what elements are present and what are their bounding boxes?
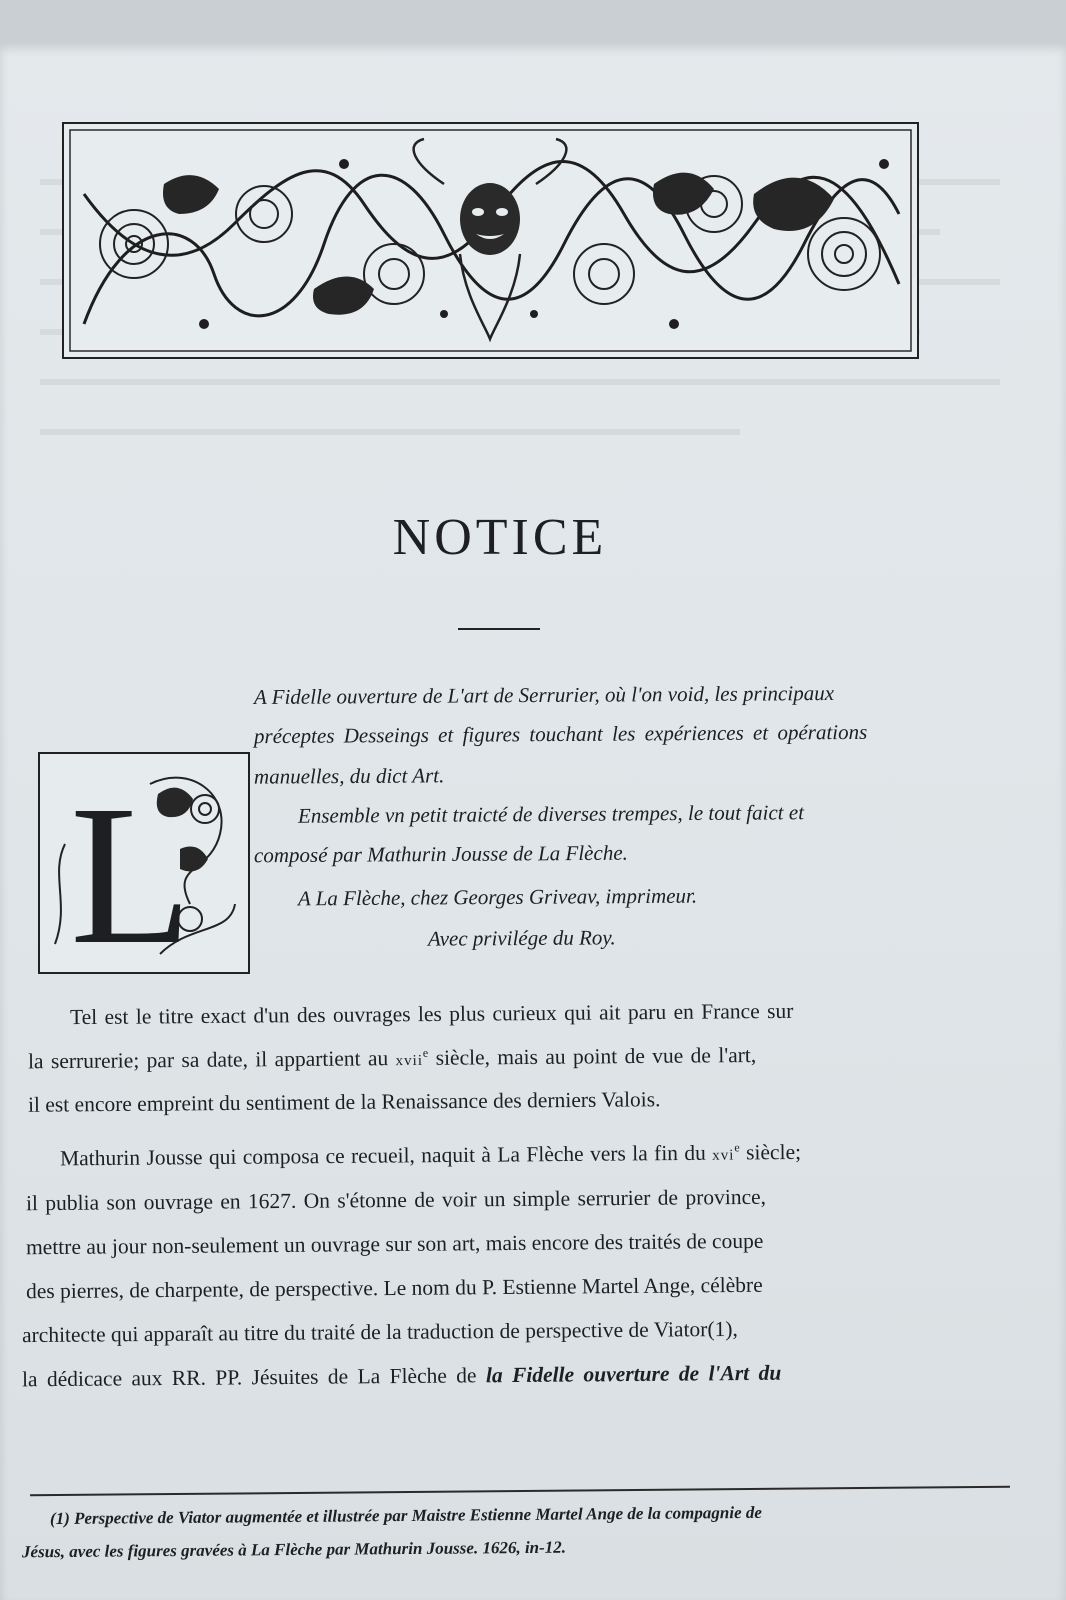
book-title-line: Ensemble vn petit traicté de diverses trempes, le tout faict et bbox=[297, 800, 805, 828]
decorated-initial-l bbox=[38, 752, 250, 974]
italic-book-title: la Fidelle ouverture de l'Art du bbox=[485, 1360, 782, 1388]
book-title-line: composé par Mathurin Jousse de La Flèche. bbox=[253, 840, 628, 868]
footnote-line: (1) Perspective de Viator augmentée et illustrée par Maistre Estienne Martel Ange de la compagnie de bbox=[49, 1502, 762, 1529]
body-text: Mathurin Jousse qui composa ce recueil, naquit à La Flèche vers la fin du bbox=[59, 1140, 713, 1171]
body-line: il est encore empreint du sentiment de la Renaissance des derniers Valois. bbox=[27, 1087, 661, 1117]
body-text: siècle, mais au point de vue de l'art, bbox=[428, 1042, 757, 1070]
body-line bbox=[22, 1361, 781, 1393]
headpiece-engraving bbox=[64, 124, 917, 357]
initial-letter: L bbox=[70, 765, 193, 972]
body-line: architecte qui apparaît au titre du traité de la traduction de perspective de Viator(1), bbox=[21, 1316, 738, 1348]
body-line bbox=[28, 1043, 756, 1075]
body-line: Tel est le titre exact d'un des ouvrages les plus curieux qui ait paru en France sur bbox=[69, 998, 794, 1030]
book-title-line: A Fidelle ouverture de L'art de Serrurier, où l'on void, les principaux bbox=[253, 680, 835, 710]
ornamental-headpiece bbox=[62, 122, 919, 359]
book-title-line: A La Flèche, chez Georges Griveav, imprimeur. bbox=[297, 883, 698, 911]
superscript: e bbox=[734, 1140, 740, 1155]
book-title-line: préceptes Desseings et figures touchant les expériences et opérations bbox=[253, 719, 868, 749]
superscript: e bbox=[422, 1045, 429, 1060]
footnote-rule bbox=[30, 1486, 1010, 1497]
page-title: NOTICE bbox=[392, 509, 608, 566]
body-line: des pierres, de charpente, de perspective. Le nom du P. Estienne Martel Ange, célèbre bbox=[25, 1272, 763, 1304]
body-text: siècle; bbox=[739, 1139, 802, 1165]
body-text: la dédicace aux RR. PP. Jésuites de La Flèche de bbox=[21, 1363, 487, 1392]
body-line: mettre au jour non-seulement un ouvrage sur son art, mais encore des traités de coupe bbox=[25, 1228, 764, 1260]
footnote-line: Jésus, avec les figures gravées à La Flèche par Mathurin Jousse. 1626, in-12. bbox=[21, 1537, 567, 1562]
book-title-line: Avec privilége du Roy. bbox=[427, 925, 616, 951]
body-line: il publia son ouvrage en 1627. On s'étonne de voir un simple serrurier de province, bbox=[25, 1184, 767, 1216]
body-line bbox=[60, 1140, 801, 1172]
century-numeral: xvii bbox=[395, 1052, 424, 1070]
century-numeral: xvi bbox=[712, 1147, 735, 1164]
initial-engraving bbox=[40, 754, 248, 972]
title-rule bbox=[458, 628, 540, 630]
book-page bbox=[0, 42, 1066, 1600]
body-text: la serrurerie; par sa date, il appartient au bbox=[27, 1046, 396, 1074]
book-title-line: manuelles, du dict Art. bbox=[253, 763, 445, 789]
